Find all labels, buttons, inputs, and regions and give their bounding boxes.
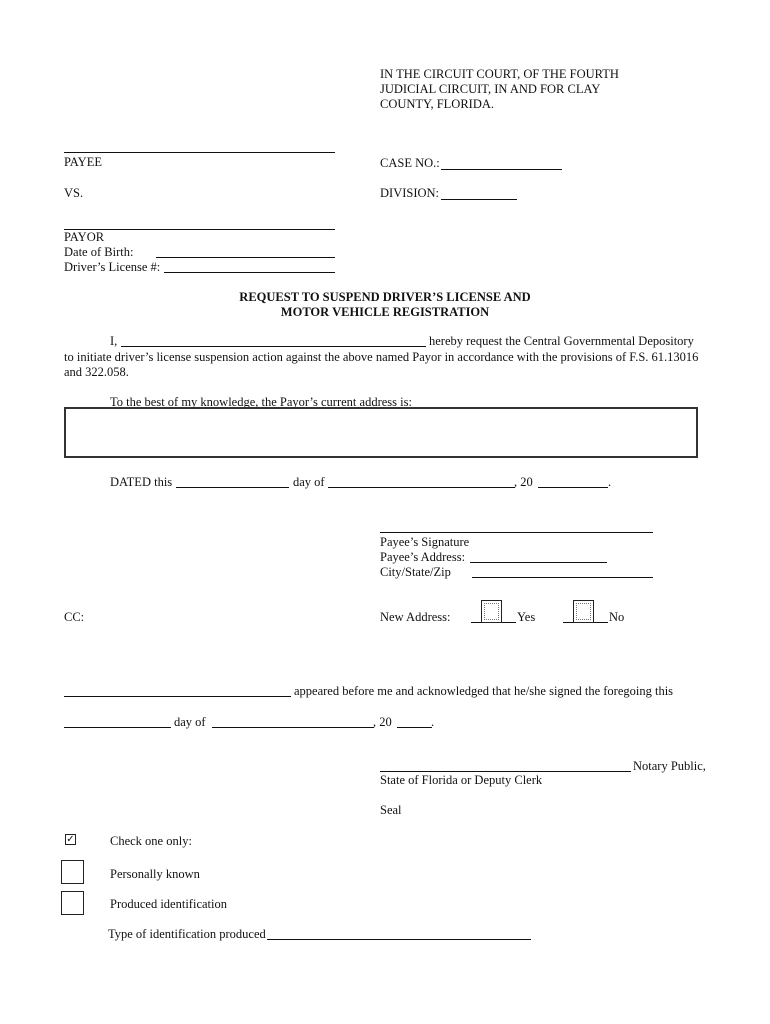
id-type-field[interactable] — [267, 926, 531, 940]
yes-underline-right — [502, 622, 516, 623]
case-no-field[interactable] — [441, 156, 562, 170]
court-heading-line2: JUDICIAL CIRCUIT, IN AND FOR CLAY — [380, 82, 601, 96]
produced-identification-label: Produced identification — [110, 897, 227, 911]
seal-label: Seal — [380, 803, 402, 817]
payee-address-label: Payee’s Address: — [380, 550, 466, 564]
notary-public-label: Notary Public, — [633, 759, 706, 773]
request-text-line3: and 322.058. — [64, 365, 129, 379]
request-text-line1: hereby request the Central Governmental Depository — [429, 334, 694, 348]
drivers-license-field[interactable] — [164, 259, 335, 273]
no-underline-right — [594, 622, 608, 623]
notary-year-prefix: , 20 — [373, 715, 392, 729]
yes-underline-left — [471, 622, 481, 623]
dated-day-of-label: day of — [293, 475, 325, 489]
id-type-label: Type of identification produced — [108, 927, 266, 941]
notary-period: . — [431, 715, 435, 729]
payor-name-field[interactable] — [64, 216, 335, 230]
notary-year-field[interactable] — [397, 714, 435, 729]
payee-address-field[interactable] — [470, 549, 607, 563]
dated-period: . — [608, 475, 612, 489]
form-title-line1: REQUEST TO SUSPEND DRIVER’S LICENSE AND — [239, 290, 531, 304]
court-heading-line1: IN THE CIRCUIT COURT, OF THE FOURTH — [380, 67, 619, 81]
payee-signature-field[interactable] — [380, 519, 653, 533]
new-address-no-label: No — [609, 610, 625, 624]
new-address-label: New Address: — [380, 610, 451, 624]
personally-known-label: Personally known — [110, 867, 200, 881]
notary-signature-field[interactable] — [380, 758, 631, 772]
form-title-line2: MOTOR VEHICLE REGISTRATION — [280, 305, 490, 319]
date-of-birth-label: Date of Birth: — [64, 245, 134, 259]
payor-label: PAYOR — [64, 230, 105, 244]
payee-signature-label: Payee’s Signature — [380, 535, 470, 549]
city-state-zip-label: City/State/Zip — [380, 565, 451, 579]
payor-address-intro: To the best of my knowledge, the Payor’s current address is: — [110, 395, 412, 409]
new-address-no-checkbox[interactable] — [573, 600, 594, 623]
no-underline-left — [563, 622, 573, 623]
division-label: DIVISION: — [380, 186, 440, 200]
dated-month-field[interactable] — [328, 474, 515, 488]
request-i-label: I, — [110, 334, 118, 348]
check-one-only-label: Check one only: — [110, 834, 192, 848]
payor-address-box[interactable] — [64, 407, 698, 458]
division-field[interactable] — [441, 186, 517, 200]
dated-year-prefix: , 20 — [514, 475, 533, 489]
cc-label: CC: — [64, 610, 85, 624]
payee-label: PAYEE — [64, 155, 102, 169]
dated-day-field[interactable] — [176, 474, 289, 488]
payee-name-field[interactable] — [64, 139, 335, 153]
vs-label: VS. — [64, 186, 84, 200]
requester-name-field[interactable] — [121, 333, 426, 347]
new-address-yes-label: Yes — [517, 610, 536, 624]
date-of-birth-field[interactable] — [156, 244, 335, 258]
drivers-license-label: Driver’s License #: — [64, 260, 161, 274]
check-icon: ✓ — [66, 834, 75, 845]
new-address-yes-checkbox[interactable] — [481, 600, 502, 623]
notary-day-field[interactable] — [64, 714, 171, 728]
state-florida-label: State of Florida or Deputy Clerk — [380, 773, 543, 787]
appeared-name-field[interactable] — [64, 683, 291, 697]
case-no-label: CASE NO.: — [380, 156, 440, 170]
produced-identification-checkbox[interactable] — [61, 891, 84, 915]
request-text-line2: to initiate driver’s license suspension action against the above named Payor in accordance with the provisions of F.S. 61.13016 — [64, 350, 699, 364]
dated-year-field[interactable] — [538, 474, 608, 488]
appeared-text: appeared before me and acknowledged that he/she signed the foregoing this — [294, 684, 674, 698]
notary-day-of-label: day of — [174, 715, 206, 729]
dated-this-label: DATED this — [110, 475, 173, 489]
notary-month-field[interactable] — [212, 714, 374, 728]
personally-known-checkbox[interactable] — [61, 860, 84, 884]
court-heading-line3: COUNTY, FLORIDA. — [380, 97, 495, 111]
city-state-zip-field[interactable] — [472, 564, 653, 578]
